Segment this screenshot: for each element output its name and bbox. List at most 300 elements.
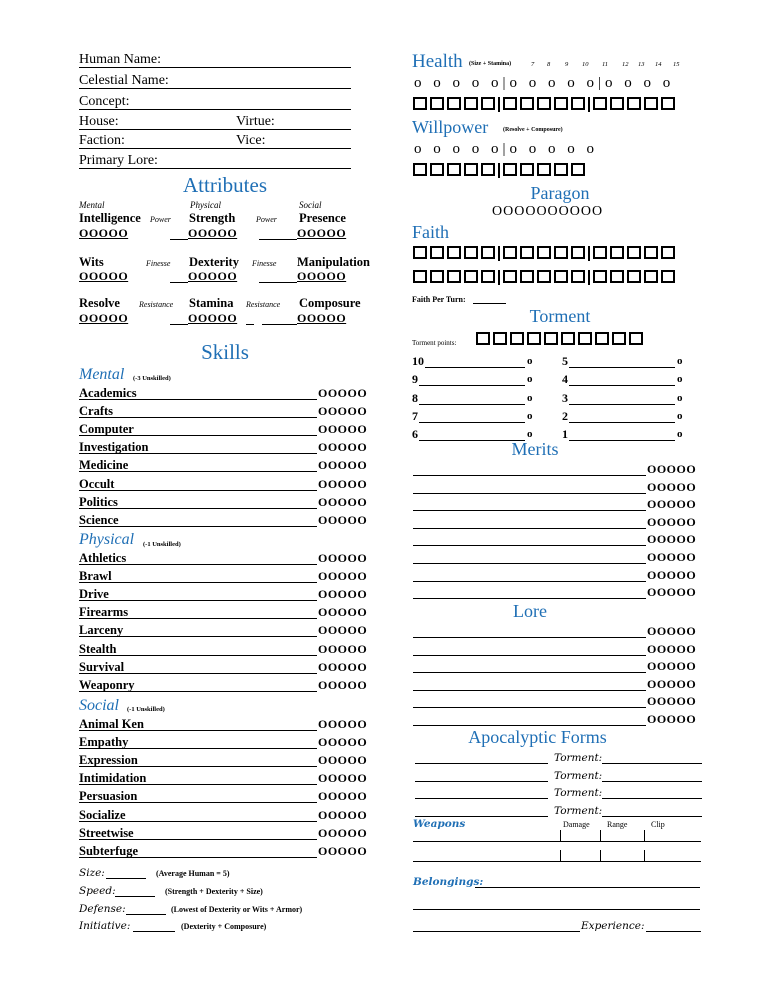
skill-row[interactable] xyxy=(79,512,369,529)
tracker-box[interactable] xyxy=(627,270,641,283)
skill-dots[interactable]: OOOOO xyxy=(318,753,368,768)
size-field[interactable] xyxy=(106,878,146,879)
lore-dots[interactable]: OOOOO xyxy=(647,624,697,638)
skill-dots[interactable]: OOOOO xyxy=(318,440,368,455)
health-tick: 9 xyxy=(565,61,569,68)
skill-dots[interactable]: OOOOO xyxy=(318,587,368,602)
skill-field[interactable] xyxy=(79,691,317,692)
skill-label: Subterfuge xyxy=(79,843,139,858)
merits-dots[interactable]: OOOOO xyxy=(647,585,697,600)
skill-label: Computer xyxy=(79,422,134,437)
tracker-box[interactable] xyxy=(413,246,427,259)
apocalyptic-forms-title: Apocalyptic Forms xyxy=(468,727,607,747)
attr-manipulation-dots[interactable]: OOOOO xyxy=(297,269,347,283)
lore-field[interactable] xyxy=(413,655,646,656)
row-label-resistance: Resistance xyxy=(139,300,174,309)
skill-label: Socialize xyxy=(79,807,126,822)
tracker-box[interactable] xyxy=(661,97,675,110)
torment-dot[interactable]: o xyxy=(677,428,683,441)
tracker-box[interactable] xyxy=(593,270,607,283)
skill-row[interactable] xyxy=(79,403,369,420)
apocalyptic-torment-field[interactable] xyxy=(602,763,702,764)
attr-divider xyxy=(170,324,188,325)
lore-dots[interactable]: OOOOO xyxy=(647,712,697,726)
tracker-box[interactable] xyxy=(610,246,624,259)
skill-row[interactable] xyxy=(79,550,369,567)
tracker-box[interactable] xyxy=(571,97,585,110)
skill-row[interactable] xyxy=(79,385,369,402)
torment-level-left: 9 xyxy=(412,372,418,387)
experience-label: Experience: xyxy=(581,920,645,932)
merits-dots[interactable]: OOOOO xyxy=(647,462,697,476)
row-label-power-2: Power xyxy=(256,215,277,224)
skill-row[interactable] xyxy=(79,716,369,733)
speed-field[interactable] xyxy=(115,896,155,897)
skill-label: Larceny xyxy=(79,623,124,638)
tracker-box[interactable] xyxy=(612,332,626,345)
torment-level-left: 7 xyxy=(412,408,418,423)
tracker-box[interactable] xyxy=(520,163,534,176)
skill-row[interactable] xyxy=(79,586,369,603)
tracker-box[interactable] xyxy=(503,270,517,283)
skill-label: Crafts xyxy=(79,404,114,419)
lore-field[interactable] xyxy=(413,637,646,638)
tracker-box[interactable] xyxy=(554,270,568,283)
attr-presence: Presence xyxy=(299,211,346,225)
tracker-box[interactable] xyxy=(503,97,517,110)
skill-dots[interactable]: OOOOO xyxy=(318,605,368,620)
tracker-box[interactable] xyxy=(447,270,461,283)
skill-dots[interactable]: OOOOO xyxy=(318,771,368,786)
willpower-dots[interactable]: o o o o o|o o o o o xyxy=(414,141,599,157)
torment-derangement-field[interactable] xyxy=(425,367,525,368)
tracker-box[interactable] xyxy=(537,97,551,110)
torment-title: Torment xyxy=(529,306,591,326)
tracker-box[interactable] xyxy=(481,246,495,259)
skill-field[interactable] xyxy=(79,618,317,619)
skill-field[interactable] xyxy=(79,435,317,436)
merits-dots[interactable]: OOOOO xyxy=(647,497,697,512)
faith-boxes[interactable] xyxy=(413,246,678,261)
house-virtue-field[interactable] xyxy=(79,129,351,130)
willpower-boxes[interactable] xyxy=(413,163,588,178)
merits-field[interactable] xyxy=(413,545,646,546)
skill-label: Brawl xyxy=(79,569,112,584)
skill-dots[interactable]: OOOOO xyxy=(318,458,368,473)
celestial-name-label: Celestial Name: xyxy=(79,73,169,88)
weapon-column-divider xyxy=(560,830,561,842)
initiative-note: (Dexterity + Composure) xyxy=(181,922,267,931)
tracker-box[interactable] xyxy=(520,246,534,259)
skill-dots[interactable]: OOOOO xyxy=(318,551,368,565)
virtue-label: Virtue: xyxy=(236,114,275,129)
skill-dots[interactable]: OOOOO xyxy=(318,404,368,419)
apocalyptic-form-field[interactable] xyxy=(415,781,548,782)
skill-row[interactable] xyxy=(79,788,369,805)
belongings-field[interactable] xyxy=(475,887,700,888)
torment-points-label: Torment points: xyxy=(412,339,457,347)
tracker-box[interactable] xyxy=(544,332,558,345)
torment-level-left: 10 xyxy=(412,354,424,368)
skill-label: Intimidation xyxy=(79,771,147,786)
weapon-field[interactable] xyxy=(413,861,701,862)
skill-row[interactable] xyxy=(79,734,369,751)
health-dots[interactable]: o o o o o|o o o o o|o o o o xyxy=(414,75,675,91)
apocalyptic-torment-field[interactable] xyxy=(602,798,702,799)
torment-derangement-field[interactable] xyxy=(419,385,525,386)
belongings-field-3[interactable] xyxy=(413,931,580,932)
skill-label: Drive xyxy=(79,587,109,602)
health-tick: 13 xyxy=(638,61,645,68)
tracker-separator xyxy=(588,97,590,112)
apocalyptic-torment-field[interactable] xyxy=(602,816,702,817)
skill-dots[interactable]: OOOOO xyxy=(318,717,368,731)
tracker-box[interactable] xyxy=(447,246,461,259)
merits-dots[interactable]: OOOOO xyxy=(647,532,697,547)
size-label: Size: xyxy=(79,867,105,879)
skill-row[interactable] xyxy=(79,457,369,474)
tracker-box[interactable] xyxy=(430,163,444,176)
skill-row[interactable] xyxy=(79,439,369,456)
skill-label: Empathy xyxy=(79,735,129,750)
attr-divider xyxy=(170,282,188,283)
attr-col-physical: Physical xyxy=(190,200,221,210)
lore-dots[interactable]: OOOOO xyxy=(647,641,697,656)
row-label-resistance-2: Resistance xyxy=(246,300,281,309)
weapon-column-divider xyxy=(644,830,645,842)
torment-boxes[interactable] xyxy=(476,332,646,345)
tracker-box[interactable] xyxy=(503,163,517,176)
weapon-column-divider xyxy=(644,850,645,862)
tracker-separator xyxy=(498,163,500,178)
skills-social-header: Social xyxy=(79,697,119,714)
attr-strength-dots[interactable]: OOOOO xyxy=(188,226,238,240)
tracker-separator xyxy=(498,97,500,112)
skill-field[interactable] xyxy=(79,490,317,491)
tracker-box[interactable] xyxy=(537,163,551,176)
human-name-label: Human Name: xyxy=(79,52,162,67)
concept-field[interactable] xyxy=(79,109,351,110)
weapons-col-range: Range xyxy=(607,820,628,829)
merits-field[interactable] xyxy=(413,510,646,511)
skill-label: Expression xyxy=(79,753,138,768)
tracker-box[interactable] xyxy=(629,332,643,345)
tracker-box[interactable] xyxy=(661,246,675,259)
health-tick: 7 xyxy=(531,61,535,68)
tracker-box[interactable] xyxy=(571,270,585,283)
row-label-finesse-2: Finesse xyxy=(252,259,277,268)
tracker-box[interactable] xyxy=(627,97,641,110)
tracker-box[interactable] xyxy=(464,163,478,176)
primary-lore-field[interactable] xyxy=(79,168,351,169)
torment-dot[interactable]: o xyxy=(677,373,683,386)
weapons-label: Weapons xyxy=(413,818,466,830)
apocalyptic-torment-label: Torment: xyxy=(554,805,603,818)
initiative-field[interactable] xyxy=(133,931,175,932)
health-tick: 14 xyxy=(655,61,662,68)
health-tick: 11 xyxy=(602,61,609,68)
tracker-box[interactable] xyxy=(661,270,675,283)
skill-dots[interactable]: OOOOO xyxy=(318,422,368,437)
attr-presence-dots[interactable]: OOOOO xyxy=(297,226,347,240)
merits-field[interactable] xyxy=(413,475,646,476)
celestial-name-field[interactable] xyxy=(79,88,351,89)
row-label-finesse: Finesse xyxy=(146,259,171,268)
merits-field[interactable] xyxy=(413,563,646,564)
skill-row[interactable] xyxy=(79,807,369,824)
merits-dots[interactable]: OOOOO xyxy=(647,479,697,494)
tracker-box[interactable] xyxy=(578,332,592,345)
faith-title: Faith xyxy=(412,222,450,242)
merits-field[interactable] xyxy=(413,493,646,494)
faith-per-turn-label: Faith Per Turn: xyxy=(412,295,466,304)
skill-dots[interactable]: OOOOO xyxy=(318,476,368,491)
tracker-box[interactable] xyxy=(493,332,507,345)
skill-field[interactable] xyxy=(79,802,317,803)
skill-field[interactable] xyxy=(79,655,317,656)
apocalyptic-form-field[interactable] xyxy=(415,798,548,799)
willpower-title: Willpower xyxy=(412,117,489,137)
skill-row[interactable] xyxy=(79,677,369,694)
skill-field[interactable] xyxy=(79,673,317,674)
skill-field[interactable] xyxy=(79,600,317,601)
tracker-box[interactable] xyxy=(447,163,461,176)
belongings-field-2[interactable] xyxy=(413,909,700,910)
torment-dot[interactable]: o xyxy=(677,391,683,404)
tracker-box[interactable] xyxy=(571,246,585,259)
tracker-box[interactable] xyxy=(481,97,495,110)
skill-dots[interactable]: OOOOO xyxy=(318,569,368,584)
attr-resolve-dots[interactable]: OOOOO xyxy=(79,311,129,325)
skill-field[interactable] xyxy=(79,636,317,637)
skill-label: Academics xyxy=(79,386,137,400)
tracker-box[interactable] xyxy=(554,246,568,259)
attr-stamina: Stamina xyxy=(189,296,234,310)
health-tick: 12 xyxy=(622,61,629,68)
torment-dot[interactable]: o xyxy=(527,428,533,441)
lore-dots[interactable]: OOOOO xyxy=(647,659,697,674)
torment-dot[interactable]: o xyxy=(677,409,683,422)
tracker-box[interactable] xyxy=(464,270,478,283)
skills-social-note: (-1 Unskilled) xyxy=(127,706,165,713)
tracker-box[interactable] xyxy=(481,270,495,283)
skill-dots[interactable]: OOOOO xyxy=(318,843,368,858)
health-boxes[interactable] xyxy=(413,97,678,112)
attr-composure: Composure xyxy=(299,296,361,310)
lore-dots[interactable]: OOOOO xyxy=(647,694,697,709)
merits-dots[interactable]: OOOOO xyxy=(647,567,697,582)
torment-dot[interactable]: o xyxy=(527,355,533,367)
tracker-box[interactable] xyxy=(554,163,568,176)
tracker-box[interactable] xyxy=(520,270,534,283)
merits-field[interactable] xyxy=(413,528,646,529)
tracker-box[interactable] xyxy=(593,97,607,110)
paragon-title: Paragon xyxy=(530,183,590,203)
tracker-box[interactable] xyxy=(510,332,524,345)
tracker-box[interactable] xyxy=(644,270,658,283)
skill-row[interactable] xyxy=(79,770,369,787)
skill-label: Medicine xyxy=(79,458,129,473)
health-tick: 15 xyxy=(673,61,680,68)
tracker-box[interactable] xyxy=(413,163,427,176)
skill-row[interactable] xyxy=(79,843,369,860)
faith-boxes[interactable] xyxy=(413,270,678,285)
defense-field[interactable] xyxy=(126,914,166,915)
skill-row[interactable] xyxy=(79,568,369,585)
skill-dots[interactable]: OOOOO xyxy=(318,641,368,656)
tracker-box[interactable] xyxy=(537,270,551,283)
health-tick: 8 xyxy=(547,61,551,68)
speed-label: Speed: xyxy=(79,885,116,897)
tracker-box[interactable] xyxy=(503,246,517,259)
skill-field[interactable] xyxy=(79,839,317,840)
defense-label: Defense: xyxy=(79,903,126,915)
tracker-box[interactable] xyxy=(476,332,490,345)
apocalyptic-torment-label: Torment: xyxy=(554,787,603,800)
attr-wits-dots[interactable]: OOOOO xyxy=(79,269,129,283)
skill-field[interactable] xyxy=(79,730,317,731)
tracker-box[interactable] xyxy=(413,270,427,283)
tracker-box[interactable] xyxy=(644,97,658,110)
tracker-box[interactable] xyxy=(527,332,541,345)
skill-field[interactable] xyxy=(79,508,317,509)
defense-note: (Lowest of Dexterity or Wits + Armor) xyxy=(171,905,303,914)
experience-field[interactable] xyxy=(646,931,701,932)
torment-derangement-field[interactable] xyxy=(569,404,675,405)
tracker-box[interactable] xyxy=(593,246,607,259)
skill-dots[interactable]: OOOOO xyxy=(318,807,368,822)
apocalyptic-form-field[interactable] xyxy=(415,763,548,764)
torment-dot[interactable]: o xyxy=(677,355,683,367)
tracker-box[interactable] xyxy=(430,246,444,259)
initiative-label: Initiative: xyxy=(79,920,131,932)
tracker-box[interactable] xyxy=(430,97,444,110)
attr-intelligence-dots[interactable]: OOOOO xyxy=(79,226,129,240)
torment-derangement-field[interactable] xyxy=(419,404,525,405)
skill-field[interactable] xyxy=(79,453,317,454)
tracker-box[interactable] xyxy=(595,332,609,345)
tracker-box[interactable] xyxy=(610,270,624,283)
attr-intelligence: Intelligence xyxy=(79,211,141,225)
skill-field[interactable] xyxy=(79,417,317,418)
lore-field[interactable] xyxy=(413,690,646,691)
skill-field[interactable] xyxy=(79,471,317,472)
skill-row[interactable] xyxy=(79,604,369,621)
skill-field[interactable] xyxy=(79,748,317,749)
skill-row[interactable] xyxy=(79,622,369,639)
tracker-box[interactable] xyxy=(571,163,585,176)
tracker-box[interactable] xyxy=(413,97,427,110)
weapon-field[interactable] xyxy=(413,841,701,842)
tracker-box[interactable] xyxy=(520,97,534,110)
skill-field[interactable] xyxy=(79,857,317,858)
attr-col-social: Social xyxy=(299,200,322,210)
skill-field[interactable] xyxy=(79,526,317,527)
weapon-column-divider xyxy=(600,850,601,862)
health-note: (Size + Stamina) xyxy=(469,61,512,67)
skill-row[interactable] xyxy=(79,752,369,769)
paragon-dots[interactable]: OOOOOOOOOO xyxy=(492,204,604,219)
merits-dots[interactable]: OOOOO xyxy=(647,514,697,529)
torment-dot[interactable]: o xyxy=(527,373,533,386)
skill-dots[interactable]: OOOOO xyxy=(318,825,368,840)
skill-row[interactable] xyxy=(79,494,369,511)
torment-derangement-field[interactable] xyxy=(419,422,525,423)
lore-field[interactable] xyxy=(413,707,646,708)
tracker-box[interactable] xyxy=(561,332,575,345)
torment-derangement-field[interactable] xyxy=(569,367,675,368)
skill-dots[interactable]: OOOOO xyxy=(318,677,368,692)
skill-field[interactable] xyxy=(79,784,317,785)
attr-divider xyxy=(170,239,188,240)
skill-dots[interactable]: OOOOO xyxy=(318,789,368,804)
primary-lore-label: Primary Lore: xyxy=(79,153,158,168)
skill-dots[interactable]: OOOOO xyxy=(318,512,368,527)
skill-field[interactable] xyxy=(79,766,317,767)
torment-dot[interactable]: o xyxy=(527,391,533,404)
skill-field[interactable] xyxy=(79,564,317,565)
skill-row[interactable] xyxy=(79,421,369,438)
lore-field[interactable] xyxy=(413,725,646,726)
attr-dexterity-dots[interactable]: OOOOO xyxy=(188,269,238,283)
apocalyptic-form-field[interactable] xyxy=(415,816,548,817)
skill-label: Persuasion xyxy=(79,789,138,804)
tracker-box[interactable] xyxy=(627,246,641,259)
skill-row[interactable] xyxy=(79,476,369,493)
tracker-box[interactable] xyxy=(610,97,624,110)
skill-field[interactable] xyxy=(79,821,317,822)
lore-field[interactable] xyxy=(413,672,646,673)
merits-field[interactable] xyxy=(413,581,646,582)
tracker-separator xyxy=(498,246,500,261)
skill-dots[interactable]: OOOOO xyxy=(318,494,368,509)
skill-row[interactable] xyxy=(79,659,369,676)
size-note: (Average Human = 5) xyxy=(156,869,230,878)
lore-dots[interactable]: OOOOO xyxy=(647,676,697,691)
faith-per-turn-field[interactable] xyxy=(473,303,506,304)
tracker-box[interactable] xyxy=(537,246,551,259)
belongings-label: Belongings: xyxy=(413,876,484,888)
tracker-box[interactable] xyxy=(554,97,568,110)
tracker-box[interactable] xyxy=(464,97,478,110)
torment-dot[interactable]: o xyxy=(527,409,533,422)
skill-row[interactable] xyxy=(79,641,369,658)
tracker-box[interactable] xyxy=(447,97,461,110)
faction-vice-field[interactable] xyxy=(79,148,351,149)
tracker-box[interactable] xyxy=(430,270,444,283)
tracker-box[interactable] xyxy=(464,246,478,259)
torment-derangement-field[interactable] xyxy=(569,385,675,386)
attr-composure-dots[interactable]: OOOOO xyxy=(297,311,347,325)
tracker-box[interactable] xyxy=(481,163,495,176)
weapons-col-clip: Clip xyxy=(651,820,665,829)
apocalyptic-torment-field[interactable] xyxy=(602,781,702,782)
merits-field[interactable] xyxy=(413,598,646,599)
merits-dots[interactable]: OOOOO xyxy=(647,550,697,564)
skill-dots[interactable]: OOOOO xyxy=(318,659,368,674)
torment-derangement-field[interactable] xyxy=(569,422,675,423)
tracker-box[interactable] xyxy=(644,246,658,259)
vice-label: Vice: xyxy=(236,133,266,148)
skill-field[interactable] xyxy=(79,582,317,583)
skill-row[interactable] xyxy=(79,825,369,842)
attr-stamina-dots[interactable]: OOOOO xyxy=(188,311,238,325)
skill-field[interactable] xyxy=(79,399,317,400)
skill-dots[interactable]: OOOOO xyxy=(318,735,368,750)
human-name-field[interactable] xyxy=(79,67,351,68)
skill-dots[interactable]: OOOOO xyxy=(318,386,368,400)
skill-dots[interactable]: OOOOO xyxy=(318,623,368,638)
